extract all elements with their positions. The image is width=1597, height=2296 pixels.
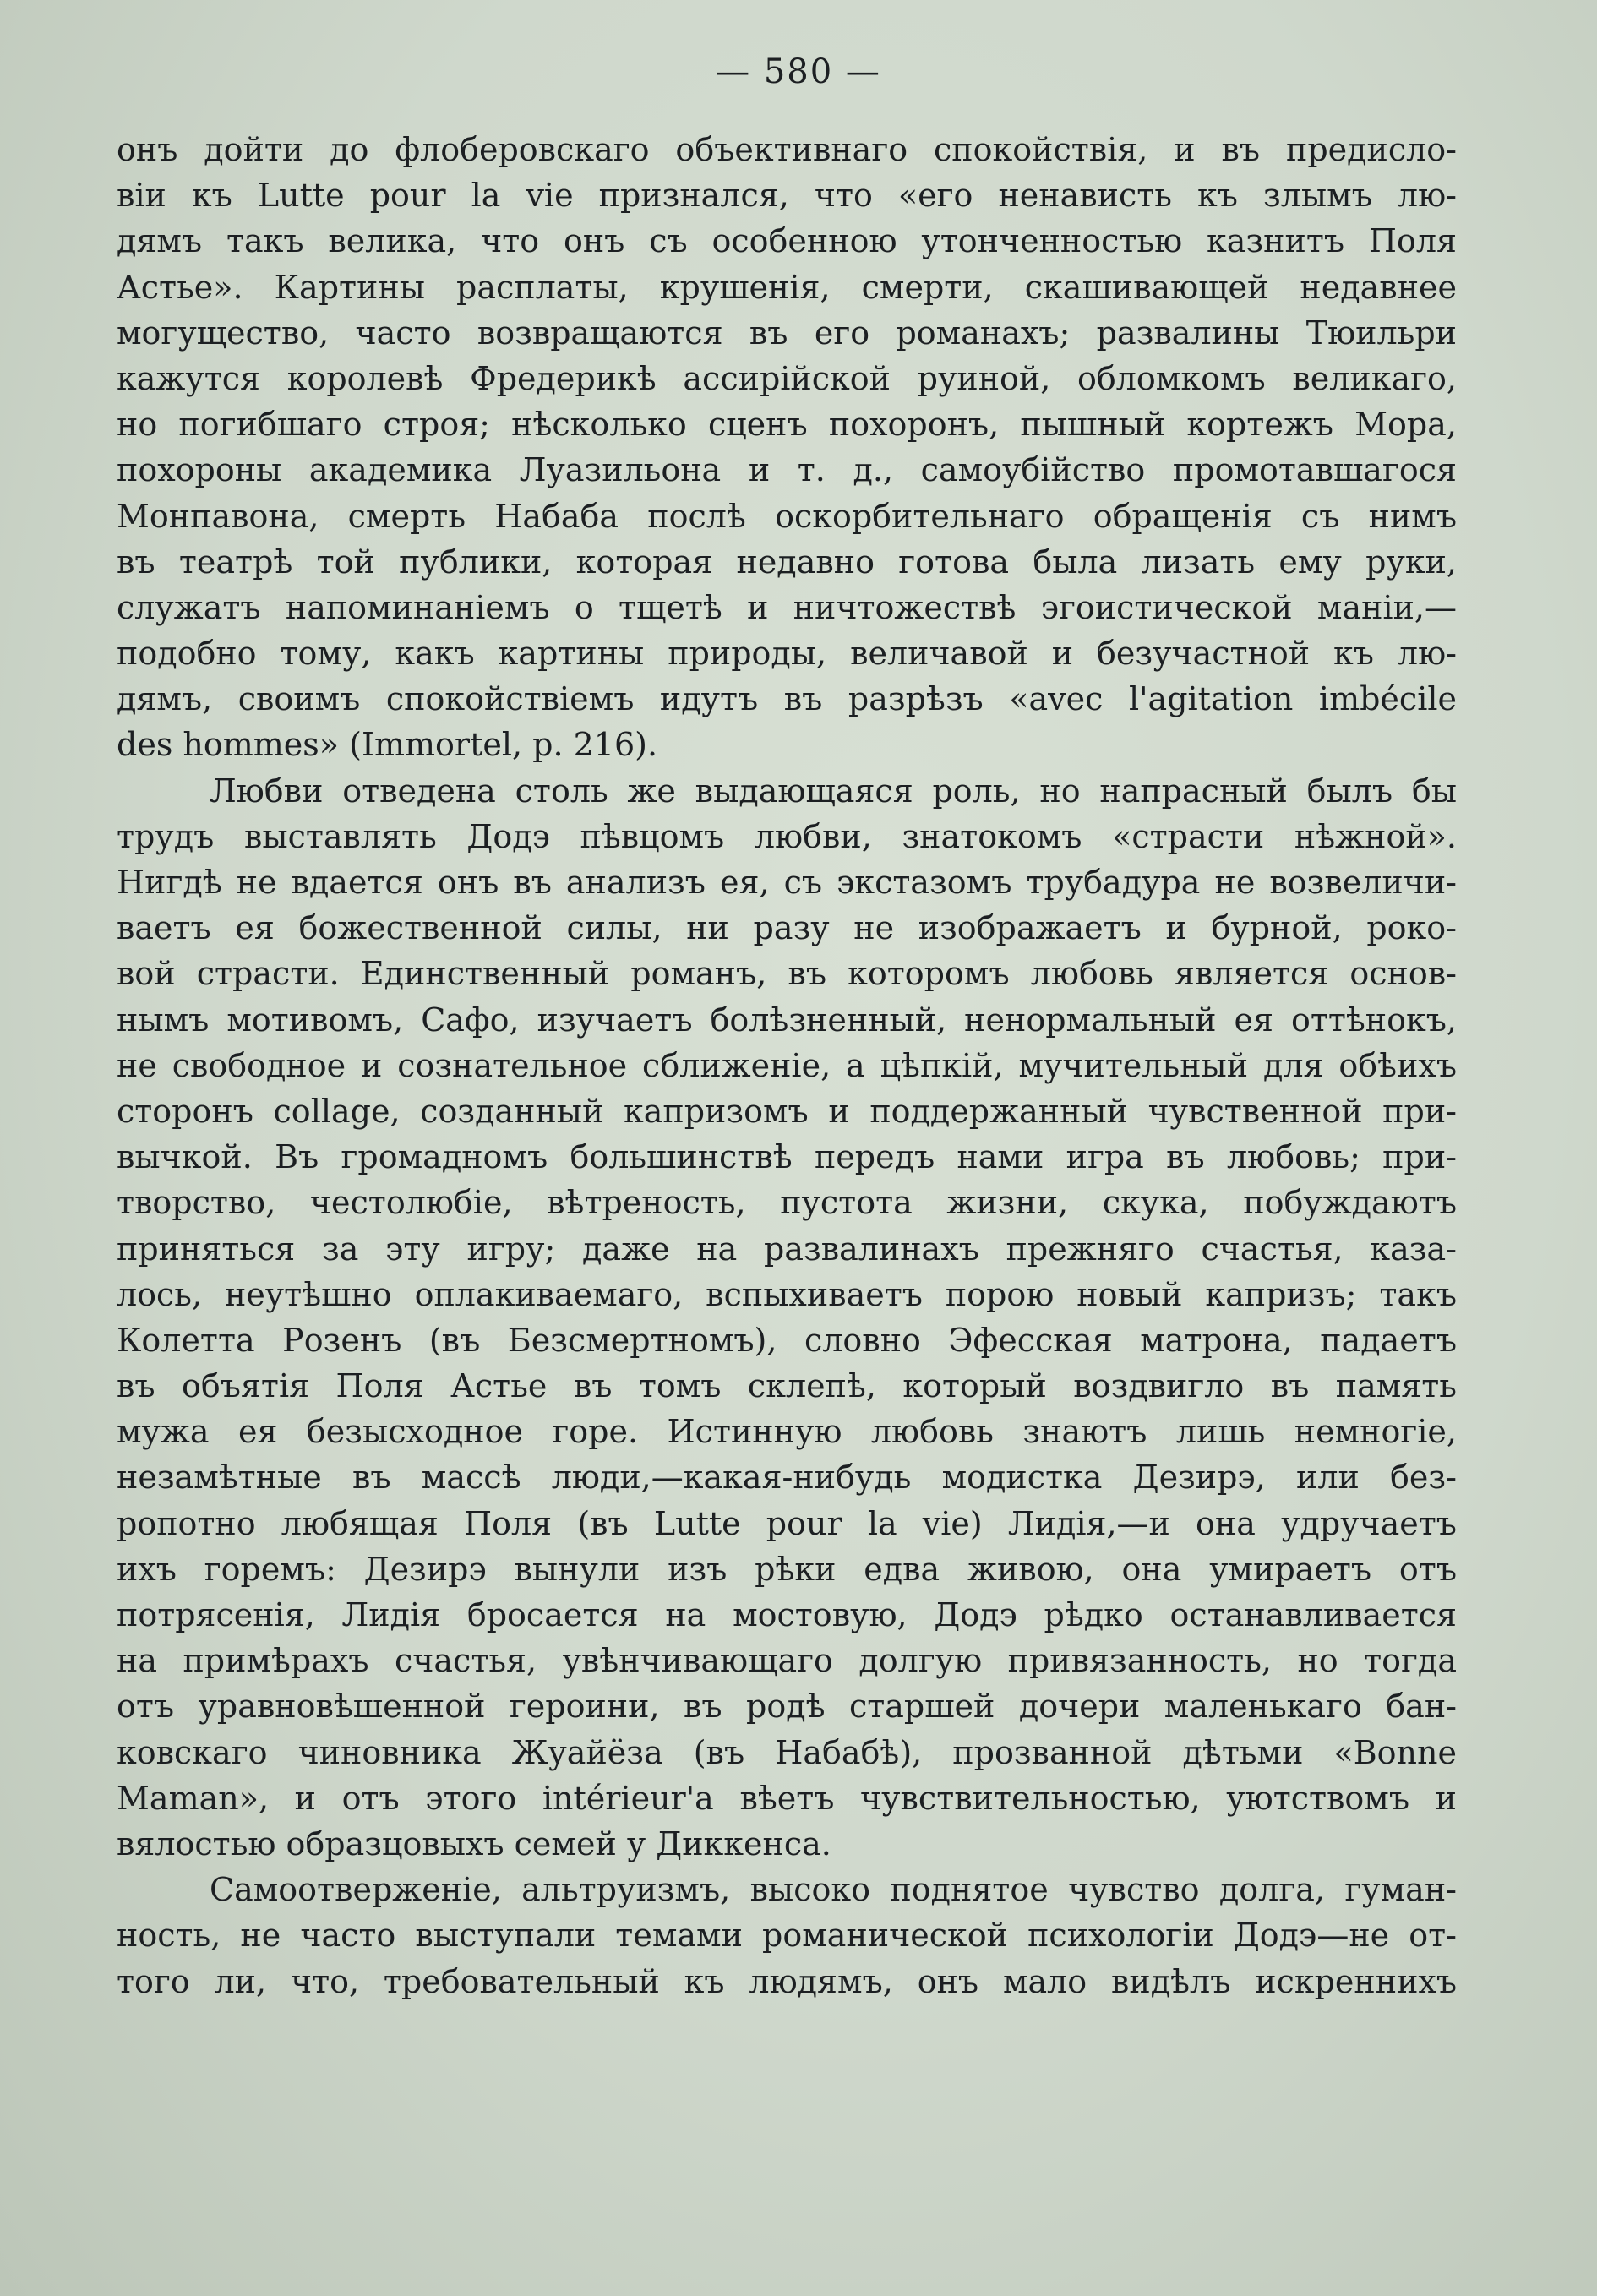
- text-line: Нигдѣ не вдается онъ въ анализъ ея, съ экстазомъ трубадура не возвеличи-: [117, 864, 1457, 901]
- text-line: отъ уравновѣшенной героини, въ родѣ старшей дочери маленькаго бан-: [117, 1688, 1457, 1726]
- text-line: похороны академика Луазильона и т. д., самоубійство промотавшагося: [117, 451, 1457, 489]
- text-line: могущество, часто возвращаются въ его романахъ; развалины Тюильри: [117, 314, 1457, 352]
- text-line: но погибшаго строя; нѣсколько сценъ похоронъ, пышный кортежъ Мора,: [117, 406, 1457, 444]
- text-line: ность, не часто выступали темами романической психологіи Додэ—не от-: [117, 1917, 1457, 1955]
- text-line: вычкой. Въ громадномъ большинствѣ передъ нами игра въ любовь; при-: [117, 1138, 1457, 1176]
- text-line: творство, честолюбіе, вѣтреность, пустота жизни, скука, побуждаютъ: [117, 1184, 1457, 1222]
- text-line: Монпавона, смерть Набаба послѣ оскорбительнаго обращенія съ нимъ: [117, 497, 1457, 535]
- text-line: незамѣтные въ массѣ люди,—какая-нибудь модистка Дезирэ, или без-: [117, 1459, 1457, 1497]
- text-line: въ театрѣ той публики, которая недавно готова была лизать ему руки,: [117, 543, 1457, 581]
- text-line: Колетта Розенъ (въ Безсмертномъ), словно Эфесская матрона, падаетъ: [117, 1321, 1457, 1359]
- body-text: [117, 127, 1457, 2004]
- text-line: ковскаго чиновника Жуайёза (въ Набабѣ), прозванной дѣтьми «Bonne: [117, 1733, 1457, 1771]
- text-line: на примѣрахъ счастья, увѣнчивающаго долгую привязанность, но тогда: [117, 1642, 1457, 1680]
- text-line: лось, неутѣшно оплакиваемаго, вспыхиваетъ порою новый капризъ; такъ: [117, 1275, 1457, 1313]
- text-line: онъ дойти до флоберовскаго объективнаго спокойствія, и въ предисло-: [117, 131, 1457, 168]
- page-number: — 580 —: [716, 52, 881, 91]
- text-line: служатъ напоминаніемъ о тщетѣ и ничтожествѣ эгоистической маніи,—: [117, 588, 1457, 626]
- text-line: вялостью образцовыхъ семей у Диккенса.: [117, 1824, 831, 1862]
- text-line: Maman», и отъ этого intérieur'а вѣетъ чувствительностью, уютствомъ и: [117, 1779, 1457, 1817]
- text-line: ихъ горемъ: Дезирэ вынули изъ рѣки едва живою, она умираетъ отъ: [117, 1550, 1457, 1588]
- text-line: мужа ея безысходное горе. Истинную любовь знаютъ лишь немногіе,: [117, 1413, 1457, 1451]
- text-line: Любви отведена столь же выдающаяся роль, но напрасный былъ бы: [210, 772, 1457, 810]
- text-line: ропотно любящая Поля (въ Lutte pour la vie) Лидія,—и она удручаетъ: [117, 1504, 1457, 1542]
- text-line: подобно тому, какъ картины природы, величавой и безучастной къ лю-: [117, 635, 1457, 673]
- text-line: дямъ, своимъ спокойствіемъ идутъ въ разрѣзъ «avec l'agitation imbécile: [117, 680, 1457, 718]
- text-line: вой страсти. Единственный романъ, въ которомъ любовь является основ-: [117, 955, 1457, 993]
- text-line: ваетъ ея божественной силы, ни разу не изображаетъ и бурной, роко-: [117, 909, 1457, 947]
- text-line: дямъ такъ велика, что онъ съ особенною утонченностью казнитъ Поля: [117, 222, 1457, 260]
- text-line: трудъ выставлять Додэ пѣвцомъ любви, знатокомъ «страсти нѣжной».: [117, 817, 1457, 855]
- text-line: сторонъ collage, созданный капризомъ и поддержанный чувственной при-: [117, 1092, 1457, 1130]
- text-line: кажутся королевѣ Фредерикѣ ассирійской руиной, обломкомъ великаго,: [117, 359, 1457, 397]
- text-line: des hommes» (Immortel, p. 216).: [117, 726, 658, 764]
- text-line: не свободное и сознательное сближеніе, а цѣпкій, мучительный для обѣихъ: [117, 1046, 1457, 1084]
- text-line: Астье». Картины расплаты, крушенія, смерти, скашивающей недавнее: [117, 268, 1457, 306]
- text-line: потрясенія, Лидія бросается на мостовую, Додэ рѣдко останавливается: [117, 1596, 1457, 1633]
- text-line: віи къ Lutte pour la vie признался, что «его ненависть къ злымъ лю-: [117, 177, 1457, 215]
- text-line: приняться за эту игру; даже на развалинахъ прежняго счастья, каза-: [117, 1230, 1457, 1268]
- text-line: въ объятія Поля Астье въ томъ склепѣ, который воздвигло въ память: [117, 1367, 1457, 1405]
- text-line: Самоотверженіе, альтруизмъ, высоко поднятое чувство долга, гуман-: [210, 1871, 1457, 1909]
- text-line: нымъ мотивомъ, Сафо, изучаетъ болѣзненный, ненормальный ея оттѣнокъ,: [117, 1001, 1457, 1039]
- text-line: того ли, что, требовательный къ людямъ, онъ мало видѣлъ искреннихъ: [117, 1962, 1457, 2000]
